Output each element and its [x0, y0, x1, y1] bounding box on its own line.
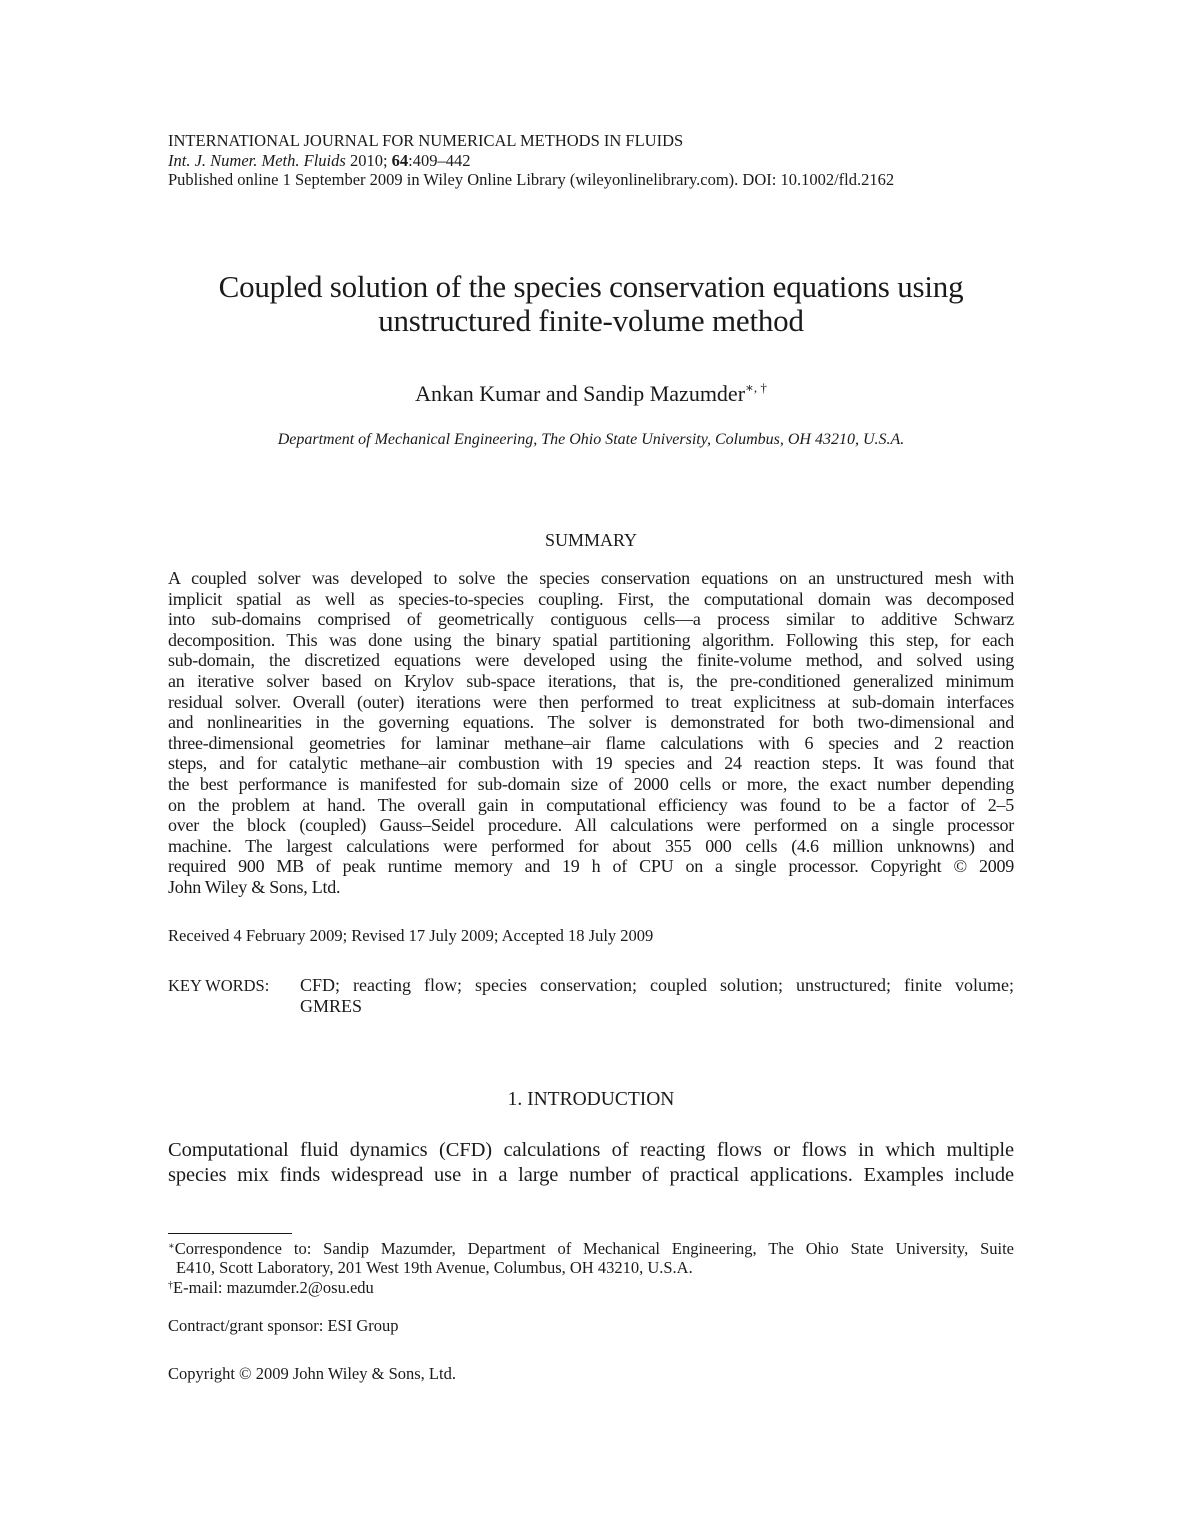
citation-abbrev: Int. J. Numer. Meth. Fluids	[168, 150, 346, 170]
abstract-line: A coupled solver was developed to solve the species conservation equations on an unstructured mesh with	[168, 568, 1014, 588]
authors	[168, 381, 1014, 407]
abstract-line: implicit spatial as well as species-to-species coupling. First, the computational domain was decomposed	[168, 588, 1014, 609]
paper-title	[168, 270, 1014, 338]
abstract-line: three-dimensional geometries for laminar methane–air flame calculations with 6 species and 2 reaction	[168, 732, 1014, 753]
intro-line: species mix finds widespread use in a large number of practical applications. Examples include	[168, 1164, 1014, 1186]
footnote-rule	[168, 1233, 292, 1234]
citation-year: 2010;	[349, 150, 388, 170]
published-line: Published online 1 September 2009 in Wiley Online Library (wileyonlinelibrary.com). DOI: 10.1002/fld.2162	[168, 170, 895, 189]
correspondence-text: Correspondence to: Sandip Mazumder, Department of Mechanical Engineering, The Ohio State University, Suite	[174, 1239, 1014, 1258]
journal-header	[168, 131, 894, 190]
correspondence-line-1	[168, 1239, 1014, 1259]
summary-heading: SUMMARY	[544, 530, 638, 550]
grant-sponsor: Contract/grant sponsor: ESI Group	[168, 1316, 399, 1335]
affiliation: Department of Mechanical Engineering, The Ohio State University, Columbus, OH 43210, U.S.A.	[277, 431, 905, 448]
abstract-line: residual solver. Overall (outer) iterations were then performed to treat explicitness at sub-domain interfaces	[168, 691, 1014, 712]
correspondence-footnote	[168, 1239, 1014, 1259]
abstract-line: machine. The largest calculations were performed for about 355 000 cells (4.6 million unknowns) and	[168, 835, 1014, 856]
author-names: Ankan Kumar and Sandip Mazumder	[415, 381, 746, 406]
journal-name: INTERNATIONAL JOURNAL FOR NUMERICAL METHODS IN FLUIDS	[168, 131, 684, 150]
keywords-line-1	[300, 975, 1014, 996]
keywords-label: KEY WORDS:	[168, 976, 270, 995]
title-line-2: unstructured finite-volume method	[378, 303, 804, 338]
abstract-line: over the block (coupled) Gauss–Seidel procedure. All calculations were performed on a single processor	[168, 815, 1014, 836]
introduction-heading: 1. INTRODUCTION	[507, 1089, 675, 1110]
citation-line	[168, 151, 894, 171]
abstract-line: required 900 MB of peak runtime memory and 19 h of CPU on a single processor. Copyright © 2009	[168, 856, 1014, 877]
author-marks: ∗, †	[745, 380, 767, 395]
abstract-line: an iterative solver based on Krylov sub-space iterations, that is, the pre-conditioned generalized minimum	[168, 670, 1014, 691]
email-text: E-mail: mazumder.2@osu.edu	[173, 1278, 374, 1297]
citation-volume: 64	[391, 150, 409, 170]
intro-line: Computational fluid dynamics (CFD) calculations of reacting flows or flows in which multiple	[168, 1139, 1014, 1161]
abstract-line: the best performance is manifested for sub-domain size of 2000 cells or more, the exact number depending	[168, 773, 1014, 794]
correspondence-mark: ∗	[168, 1241, 175, 1252]
email-mark: †	[168, 1280, 173, 1291]
title-line-1: Coupled solution of the species conservation equations using	[218, 269, 964, 304]
abstract-text	[168, 568, 1014, 898]
email-footnote	[168, 1278, 374, 1298]
keywords-line-2: GMRES	[300, 996, 363, 1016]
abstract-last-line: John Wiley & Sons, Ltd.	[168, 876, 341, 897]
correspondence-line-2: E410, Scott Laboratory, 201 West 19th Avenue, Columbus, OH 43210, U.S.A.	[176, 1258, 693, 1277]
abstract-line: decomposition. This was done using the binary spatial partitioning algorithm. Following this step, for each	[168, 629, 1014, 650]
abstract-line: sub-domain, the discretized equations were developed using the finite-volume method, and solved using	[168, 650, 1014, 671]
keywords-text: CFD; reacting flow; species conservation; coupled solution; unstructured; finite volume;	[300, 975, 1014, 995]
citation-pages: :409–442	[408, 150, 471, 170]
abstract-line: and nonlinearities in the governing equations. The solver is demonstrated for both two-dimensional and	[168, 712, 1014, 733]
received-dates: Received 4 February 2009; Revised 17 July 2009; Accepted 18 July 2009	[168, 926, 654, 945]
abstract-line: steps, and for catalytic methane–air combustion with 19 species and 24 reaction steps. It was found that	[168, 753, 1014, 774]
abstract-line: on the problem at hand. The overall gain in computational efficiency was found to be a factor of 2–5	[168, 794, 1014, 815]
copyright-notice: Copyright © 2009 John Wiley & Sons, Ltd.	[168, 1364, 456, 1383]
introduction-text	[168, 1138, 1014, 1188]
abstract-line: into sub-domains comprised of geometrically contiguous cells—a process similar to additive Schwarz	[168, 609, 1014, 630]
